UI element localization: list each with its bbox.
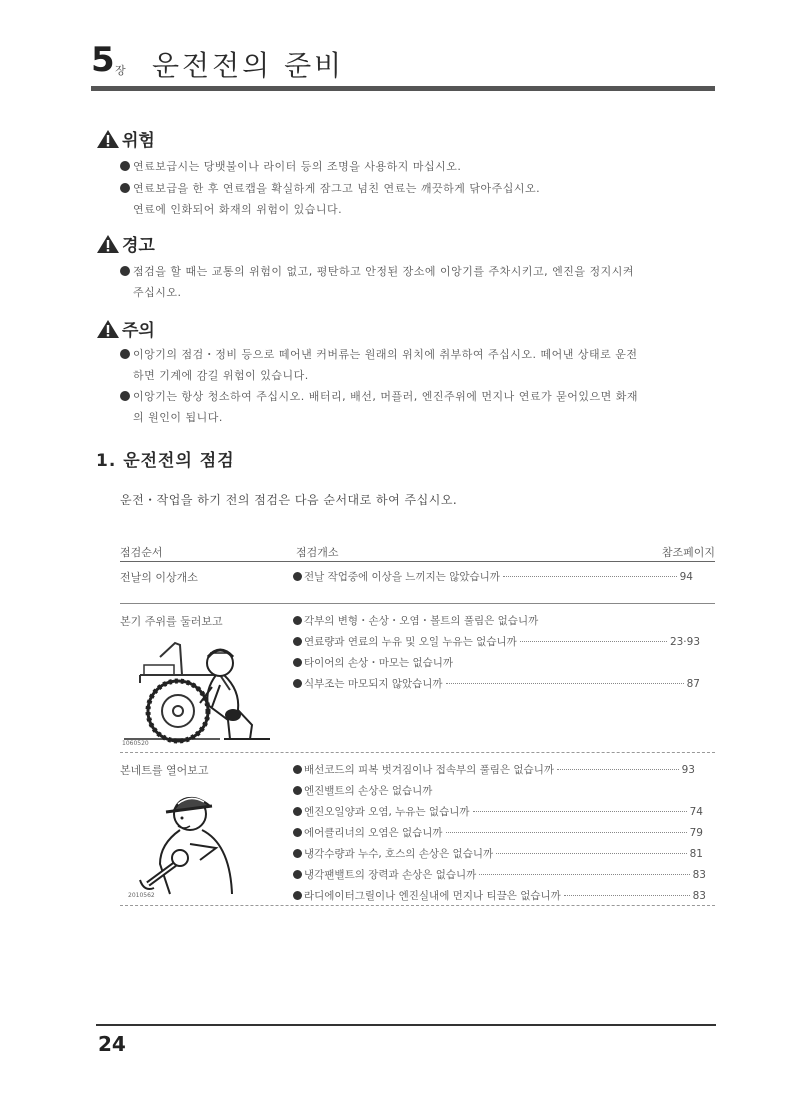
figure-code: 2010562 [128, 892, 155, 899]
bullet-dot-icon [293, 891, 302, 900]
chapter-number: 5 [91, 40, 114, 80]
bullet-dot-icon [293, 572, 302, 581]
caution-heading [96, 316, 155, 341]
bonnet-inspection-illustration [130, 784, 240, 896]
danger-bullet-1: 연료보급시는 당뱃불이나 라이터 등의 조명을 사용하지 마십시오. [120, 158, 461, 174]
bullet-dot-icon [120, 349, 130, 359]
row-separator [120, 752, 715, 753]
warning-triangle-icon [96, 319, 120, 339]
bullet-dot-icon [293, 786, 302, 795]
bullet-dot-icon [293, 870, 302, 879]
row-3-order: 본네트를 열어보고 [120, 764, 209, 777]
row-3-item-7: 라디에이터그릴이나 엔진실내에 먼지나 티끌은 없습니까 83 [293, 888, 706, 903]
warning-triangle-icon [96, 129, 120, 149]
row-3-item-4: 에어클리너의 오염은 없습니까 79 [293, 825, 703, 840]
chapter-word: 장 [115, 64, 126, 77]
row-3-item-6: 냉각팬밸트의 장력과 손상은 없습니까 83 [293, 867, 706, 882]
row-3-item-3: 엔진오일양과 오염, 누유는 없습니까 74 [293, 804, 703, 819]
bullet-dot-icon [293, 658, 302, 667]
page-number: 24 [98, 1032, 126, 1056]
warning-title: 경고 [122, 236, 155, 256]
bullet-dot-icon [293, 807, 302, 816]
caution-title: 주의 [122, 321, 155, 341]
bullet-dot-icon [293, 765, 302, 774]
caution-bullet-2: 이앙기는 항상 청소하여 주십시오. 배터리, 배선, 머플러, 엔진주위에 먼지나 연료가 묻어있으면 화재 [120, 388, 638, 404]
warning-bullet-1-cont: 주십시오. [133, 286, 182, 299]
caution-bullet-1: 이앙기의 점검・정비 등으로 떼어낸 커버류는 원래의 위치에 취부하여 주십시오. 떼어낸 상태로 운전 [120, 346, 638, 362]
bullet-dot-icon [120, 183, 130, 193]
bullet-dot-icon [293, 616, 302, 625]
row-1-item-1: 전날 작업중에 이상을 느끼지는 않았습니까 94 [293, 569, 693, 584]
row-1-order: 전날의 이상개소 [120, 571, 198, 584]
bullet-dot-icon [293, 637, 302, 646]
row-separator [120, 603, 715, 604]
chapter-title: 운전전의 준비 [152, 49, 345, 82]
warning-heading [96, 231, 155, 256]
warning-bullet-1: 점검을 할 때는 교통의 위험이 없고, 평탄하고 안정된 장소에 이앙기를 주차시키고, 엔진을 정지시켜 [120, 263, 634, 279]
table-header-order: 점검순서 [120, 546, 163, 559]
table-bottom-rule [120, 905, 715, 906]
table-header-location: 점검개소 [296, 546, 339, 559]
bullet-dot-icon [120, 391, 130, 401]
row-2-item-2: 연료량과 연료의 누유 및 오일 누유는 없습니까 23·93 [293, 634, 700, 649]
chapter-rule [91, 86, 715, 91]
bullet-dot-icon [120, 266, 130, 276]
warning-triangle-icon [96, 234, 120, 254]
bullet-dot-icon [120, 161, 130, 171]
row-2-item-4: 식부조는 마모되지 않았습니까 87 [293, 676, 700, 691]
section-intro: 운전・작업을 하기 전의 점검은 다음 순서대로 하여 주십시오. [120, 493, 458, 507]
wheel-inspection-illustration [120, 635, 285, 747]
danger-bullet-2: 연료보급을 한 후 연료캡을 확실하게 잠그고 넘친 연료는 깨끗하게 닦아주십시오. [120, 180, 540, 196]
danger-heading [96, 126, 155, 151]
bullet-dot-icon [293, 679, 302, 688]
section-title: 1. 운전전의 점검 [96, 451, 235, 471]
table-header-rule [120, 561, 715, 562]
bullet-dot-icon [293, 849, 302, 858]
caution-bullet-1-cont: 하면 기계에 감길 위험이 있습니다. [133, 369, 309, 382]
row-2-item-1: 각부의 변형・손상・오염・볼트의 풀림은 없습니까 [293, 613, 693, 628]
danger-bullet-2-cont: 연료에 인화되어 화재의 위험이 있습니다. [133, 203, 343, 216]
footer-rule [96, 1024, 716, 1026]
row-3-item-2: 엔진밸트의 손상은 없습니까 [293, 783, 693, 798]
caution-bullet-2-cont: 의 원인이 됩니다. [133, 411, 223, 424]
row-3-item-5: 냉각수량과 누수, 호스의 손상은 없습니까 81 [293, 846, 703, 861]
danger-title: 위험 [122, 131, 155, 151]
row-3-item-1: 배선코드의 피복 벗겨짐이나 접속부의 풀림은 없습니까 93 [293, 762, 695, 777]
row-2-item-3: 타이어의 손상・마모는 없습니까 [293, 655, 693, 670]
table-header-ref: 참조페이지 [661, 546, 715, 559]
bullet-dot-icon [293, 828, 302, 837]
row-2-order: 본기 주위를 둘러보고 [120, 615, 223, 628]
figure-code: 1060520 [122, 740, 149, 747]
